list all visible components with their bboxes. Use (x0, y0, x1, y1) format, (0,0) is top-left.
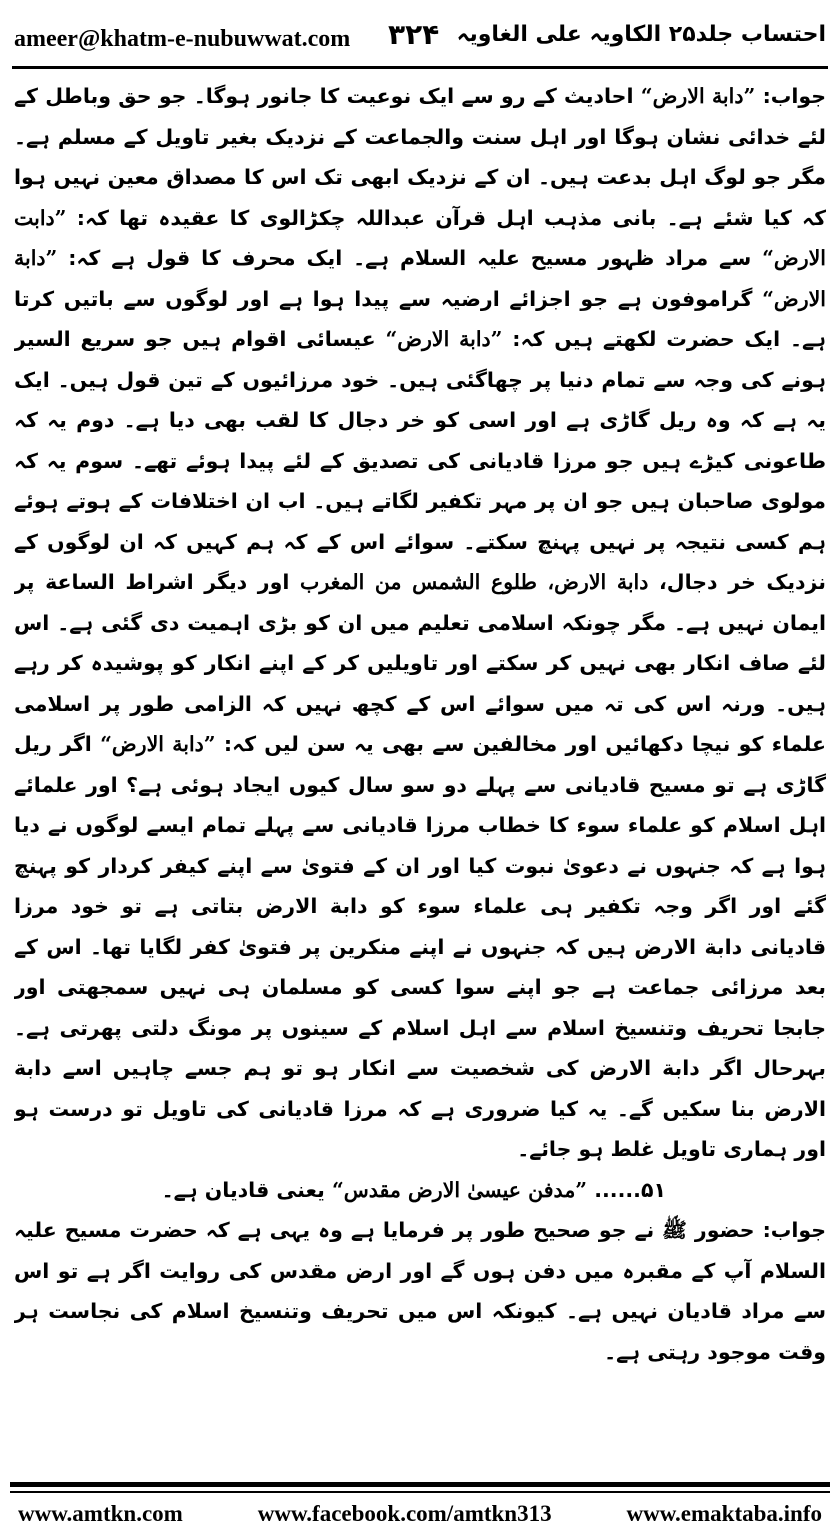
footer-link-emaktaba[interactable]: www.emaktaba.info (626, 1501, 822, 1526)
answer-label: جواب: (762, 1218, 826, 1242)
answer-paragraph-1 (14, 76, 826, 1170)
paragraph-text: گراموفون ہے جو اجزائے ارضیہ سے پیدا ہوا ہے اور لوگوں سے باتیں کرتا ہے۔ ایک حضرت لکھتے ہیں کہ: (14, 286, 826, 351)
footer-links (10, 1498, 830, 1530)
section-title: ”مدفن عیسیٰ الارض مقدس“ (331, 1177, 588, 1202)
header-divider (12, 66, 828, 69)
footer-link-facebook[interactable]: www.facebook.com/amtkn313 (257, 1501, 552, 1526)
paragraph-text: سے مراد ظہور مسیح علیہ السلام ہے۔ ایک محرف کا قول ہے کہ: (68, 246, 752, 270)
paragraph-text: عیسائی اقوام ہیں جو سریع السیر ہونے کی وجہ سے تمام دنیا پر چھاگئی ہیں۔ خود مرزائیوں کے تین قول ہیں۔ ایک یہ ہے کہ وہ ریل گاڑی ہے اور اسی کو خر دجال کا لقب بھی دیا ہے۔ دوم یہ کہ طاعونی کیڑے ہیں جو مرزا قادیانی کی تصدیق کے لئے پیدا ہوئے تھے۔ سوم یہ کہ مولوی صاحبان ہیں جو ان پر مہر تکفیر لگاتے ہیں۔ اب ان اختلافات کے ہوتے ہوئے ہم کسی نتیجہ پر نہیں پہنچ سکتے۔ سوائے اس کے کہ ہم کہیں کہ ان لوگوں کے نزدیک خر دجال، (14, 327, 826, 594)
term-dabbat-al-ard: ”دابة الارض“ (385, 327, 503, 351)
book-title: احتساب جلد۲۵ الکاویہ علی الغاویہ (456, 22, 826, 47)
term-dabbat-al-ard: ”دابة الارض“ (100, 732, 216, 756)
term-dabbat-al-ard: ”دابة الارض“ (640, 84, 756, 108)
term-dabbat-al-ard: ”دابت الارض“ (14, 205, 826, 270)
footer-link-amtkn[interactable]: www.amtkn.com (18, 1501, 183, 1526)
term-dabbat-al-ard: ”دابة الارض“ (14, 246, 826, 311)
section-note: یعنی قادیان ہے۔ (161, 1177, 325, 1202)
footer-divider-thin (10, 1491, 830, 1493)
page-footer (0, 1482, 840, 1540)
paragraph-text: احادیث کے رو سے ایک نوعیت کا جانور ہوگا۔ جو حق وباطل کے لئے خدائی نشان ہوگا اور اہل سنت والجماعت کے نزدیک بغیر تاویل کے مسلم ہے۔ مگر جو لوگ اہل بدعت ہیں۔ ان کے نزدیک ابھی تک اس کا مصداق معین نہیں ہوا کہ کیا شئے ہے۔ بانی مذہب اہل قرآن عبداللہ چکڑالوی کا عقیدہ تھا کہ: (14, 84, 826, 230)
page-body (14, 76, 826, 1448)
paragraph-text: اور دیگر اشراط الساعة پر ایمان نہیں ہے۔ مگر چونکہ اسلامی تعلیم میں ان کو بڑی اہمیت دی گئی ہے۔ اس لئے صاف انکار بھی نہیں کر سکتے اور تاویلیں کر کے اپنے انکار کو پوشیدہ کر رہے ہیں۔ ورنہ اس کی تہ میں سوائے اس کے کچھ نہیں کہ الزامی طور پر اسلامی علماء کو نیچا دکھائیں اور مخالفین سے بھی یہ سن لیں کہ: (14, 570, 826, 756)
term-signs-of-hour: دابة الارض، طلوع الشمس من المغرب (300, 570, 649, 594)
footer-divider (10, 1482, 830, 1487)
page-header (0, 0, 840, 70)
section-heading (14, 1170, 826, 1211)
section-number: ۵۱...... (594, 1177, 666, 1202)
answer-label: جواب: (762, 84, 826, 108)
page-number: ۳۲۴ (388, 18, 440, 51)
header-email: ameer@khatm-e-nubuwwat.com (14, 26, 351, 52)
paragraph-text: حضور ﷺ نے جو صحیح طور پر فرمایا ہے وہ یہی ہے کہ حضرت مسیح علیہ السلام آپ کے مقبرہ میں دفن ہوں گے اور ارض مقدس کی روایت اگر ہے تو اس سے مراد قادیان نہیں ہے۔ کیونکہ اس میں تحریف وتنسیخ اسلام کی نجاست ہر وقت موجود رہتی ہے۔ (14, 1218, 826, 1364)
answer-paragraph-2 (14, 1210, 826, 1372)
paragraph-text: اگر ریل گاڑی ہے تو مسیح قادیانی سے پہلے دو سو سال کیوں ایجاد ہوئی ہے؟ اور علمائے اہل اسلام کو علماء سوء کا خطاب مرزا قادیانی سے پہلے تمام ایسے لوگوں نے دیا ہوا ہے کہ جنہوں نے دعویٰ نبوت کیا اور ان کے فتویٰ سے اپنے کیفر کردار کو پہنچ گئے اور اگر وجہ تکفیر ہی علماء سوء کو دابة الارض بتاتی ہے تو خود مرزا قادیانی دابة الارض ہیں کہ جنہوں نے اپنے منکرین پر فتویٰ کفر لگایا تھا۔ اس کے بعد مرزائی جماعت ہے جو اپنے سوا کسی کو مسلمان ہی نہیں سمجھتی اور جابجا تحریف وتنسیخ اسلام سے اہل اسلام کے سینوں پر مونگ دلتی پھرتی ہے۔ بہرحال اگر دابة الارض کی شخصیت سے انکار ہو تو ہم جسے چاہیں اسے دابة الارض بنا سکیں گے۔ یہ کیا ضروری ہے کہ مرزا قادیانی کی تاویل تو درست ہو اور ہماری تاویل غلط ہو جائے۔ (14, 732, 826, 1161)
